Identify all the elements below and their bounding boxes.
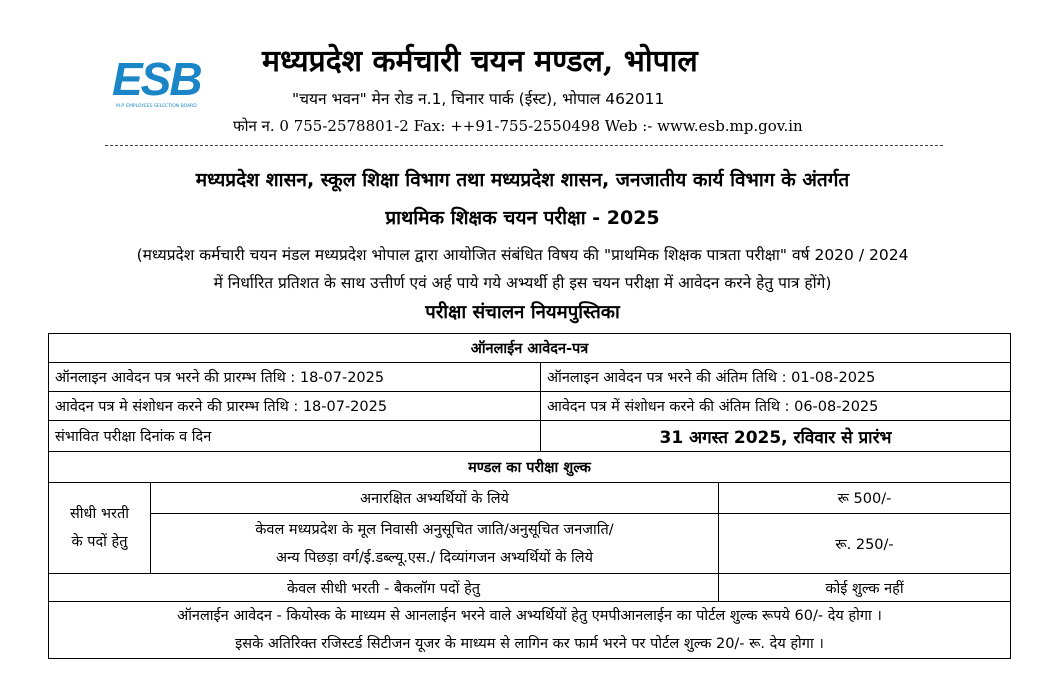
unreserved-label: अनारक्षित अभ्यर्थियों के लिये bbox=[151, 483, 719, 514]
correction-start-date: आवेदन पत्र मे संशोधन करने की प्रारम्भ तिथि : 18-07-2025 bbox=[49, 392, 541, 421]
eligibility-note-line1: (मध्यप्रदेश कर्मचारी चयन मंडल मध्यप्रदेश भोपाल द्वारा आयोजित संबंधित विषय की "प्राथमिक शिक्षक पात्रता परीक्षा" वर्ष 2020 / 2024 bbox=[136, 246, 909, 264]
unreserved-fee: रू 500/- bbox=[719, 483, 1011, 514]
fee-header: मण्डल का परीक्षा शुल्क bbox=[49, 452, 1011, 483]
portal-fee-note bbox=[49, 602, 1011, 659]
org-contact: फोन न. 0 755-2578801-2 Fax: ++91-755-2550498 Web :- www.esb.mp.gov.in bbox=[233, 117, 803, 135]
eligibility-note-line2: में निर्धारित प्रतिशत के साथ उत्तीर्ण एवं अर्ह पाये गये अभ्यर्थी ही इस चयन परीक्षा में आवेदन करने हेतु पात्र होंगे) bbox=[213, 274, 832, 292]
dashed-divider bbox=[105, 145, 943, 146]
logo-subtext: M.P. EMPLOYEES SELECTION BOARD bbox=[116, 104, 197, 109]
org-title: मध्यप्रदेश कर्मचारी चयन मण्डल, भोपाल bbox=[262, 44, 698, 79]
direct-recruitment-cell bbox=[49, 483, 151, 574]
reserved-label-line2: अन्य पिछड़ा वर्ग/ई.डब्ल्यू.एस./ दिव्यांगजन अभ्यर्थियों के लिये bbox=[275, 549, 594, 566]
direct-recruitment-line2: के पदों हेतु bbox=[71, 534, 128, 550]
application-start-date: ऑनलाइन आवेदन पत्र भरने की प्रारम्भ तिथि : 18-07-2025 bbox=[49, 363, 541, 392]
schedule-fee-table bbox=[48, 333, 1011, 659]
backlog-label: केवल सीधी भरती - बैकलॉग पदों हेतु bbox=[49, 574, 719, 602]
exam-date-label: संभावित परीक्षा दिनांक व दिन bbox=[49, 421, 541, 452]
esb-logo bbox=[112, 54, 210, 116]
correction-end-date: आवेदन पत्र में संशोधन करने की अंतिम तिथि : 06-08-2025 bbox=[541, 392, 1011, 421]
org-address: "चयन भवन" मेन रोड न.1, चिनार पार्क (ईस्ट), भोपाल 462011 bbox=[292, 90, 665, 108]
direct-recruitment-line1: सीधी भरती bbox=[70, 506, 129, 522]
booklet-title: परीक्षा संचालन नियमपुस्तिका bbox=[425, 302, 620, 323]
reserved-label-line1: केवल मध्यप्रदेश के मूल निवासी अनुसूचित जाति/अनुसूचित जनजाति/ bbox=[255, 521, 614, 538]
reserved-label-cell bbox=[151, 514, 719, 574]
backlog-fee: कोई शुल्क नहीं bbox=[719, 574, 1011, 602]
notice-heading-line2: प्राथमिक शिक्षक चयन परीक्षा - 2025 bbox=[385, 207, 660, 229]
notice-heading-line1: मध्यप्रदेश शासन, स्कूल शिक्षा विभाग तथा मध्यप्रदेश शासन, जनजातीय कार्य विभाग के अंतर्गत bbox=[195, 169, 850, 191]
logo-letters: ESB bbox=[112, 53, 201, 105]
online-form-header: ऑनलाईन आवेदन-पत्र bbox=[49, 334, 1011, 363]
portal-note-line2: इसके अतिरिक्त रजिस्टर्ड सिटीजन यूजर के माध्यम से लागिन कर फार्म भरने पर पोर्टल शुल्क 20/- रू. देय होगा । bbox=[235, 636, 824, 652]
exam-date-value: 31 अगस्त 2025, रविवार से प्रारंभ bbox=[541, 421, 1011, 452]
application-last-date: ऑनलाइन आवेदन पत्र भरने की अंतिम तिथि : 01-08-2025 bbox=[541, 363, 1011, 392]
reserved-fee: रू. 250/- bbox=[719, 514, 1011, 574]
portal-note-line1: ऑनलाईन आवेदन - कियोस्क के माध्यम से आनलाईन भरने वाले अभ्यर्थियों हेतु एमपीआनलाईन का पोर्टल शुल्क रूपये 60/- देय होगा । bbox=[177, 608, 882, 624]
